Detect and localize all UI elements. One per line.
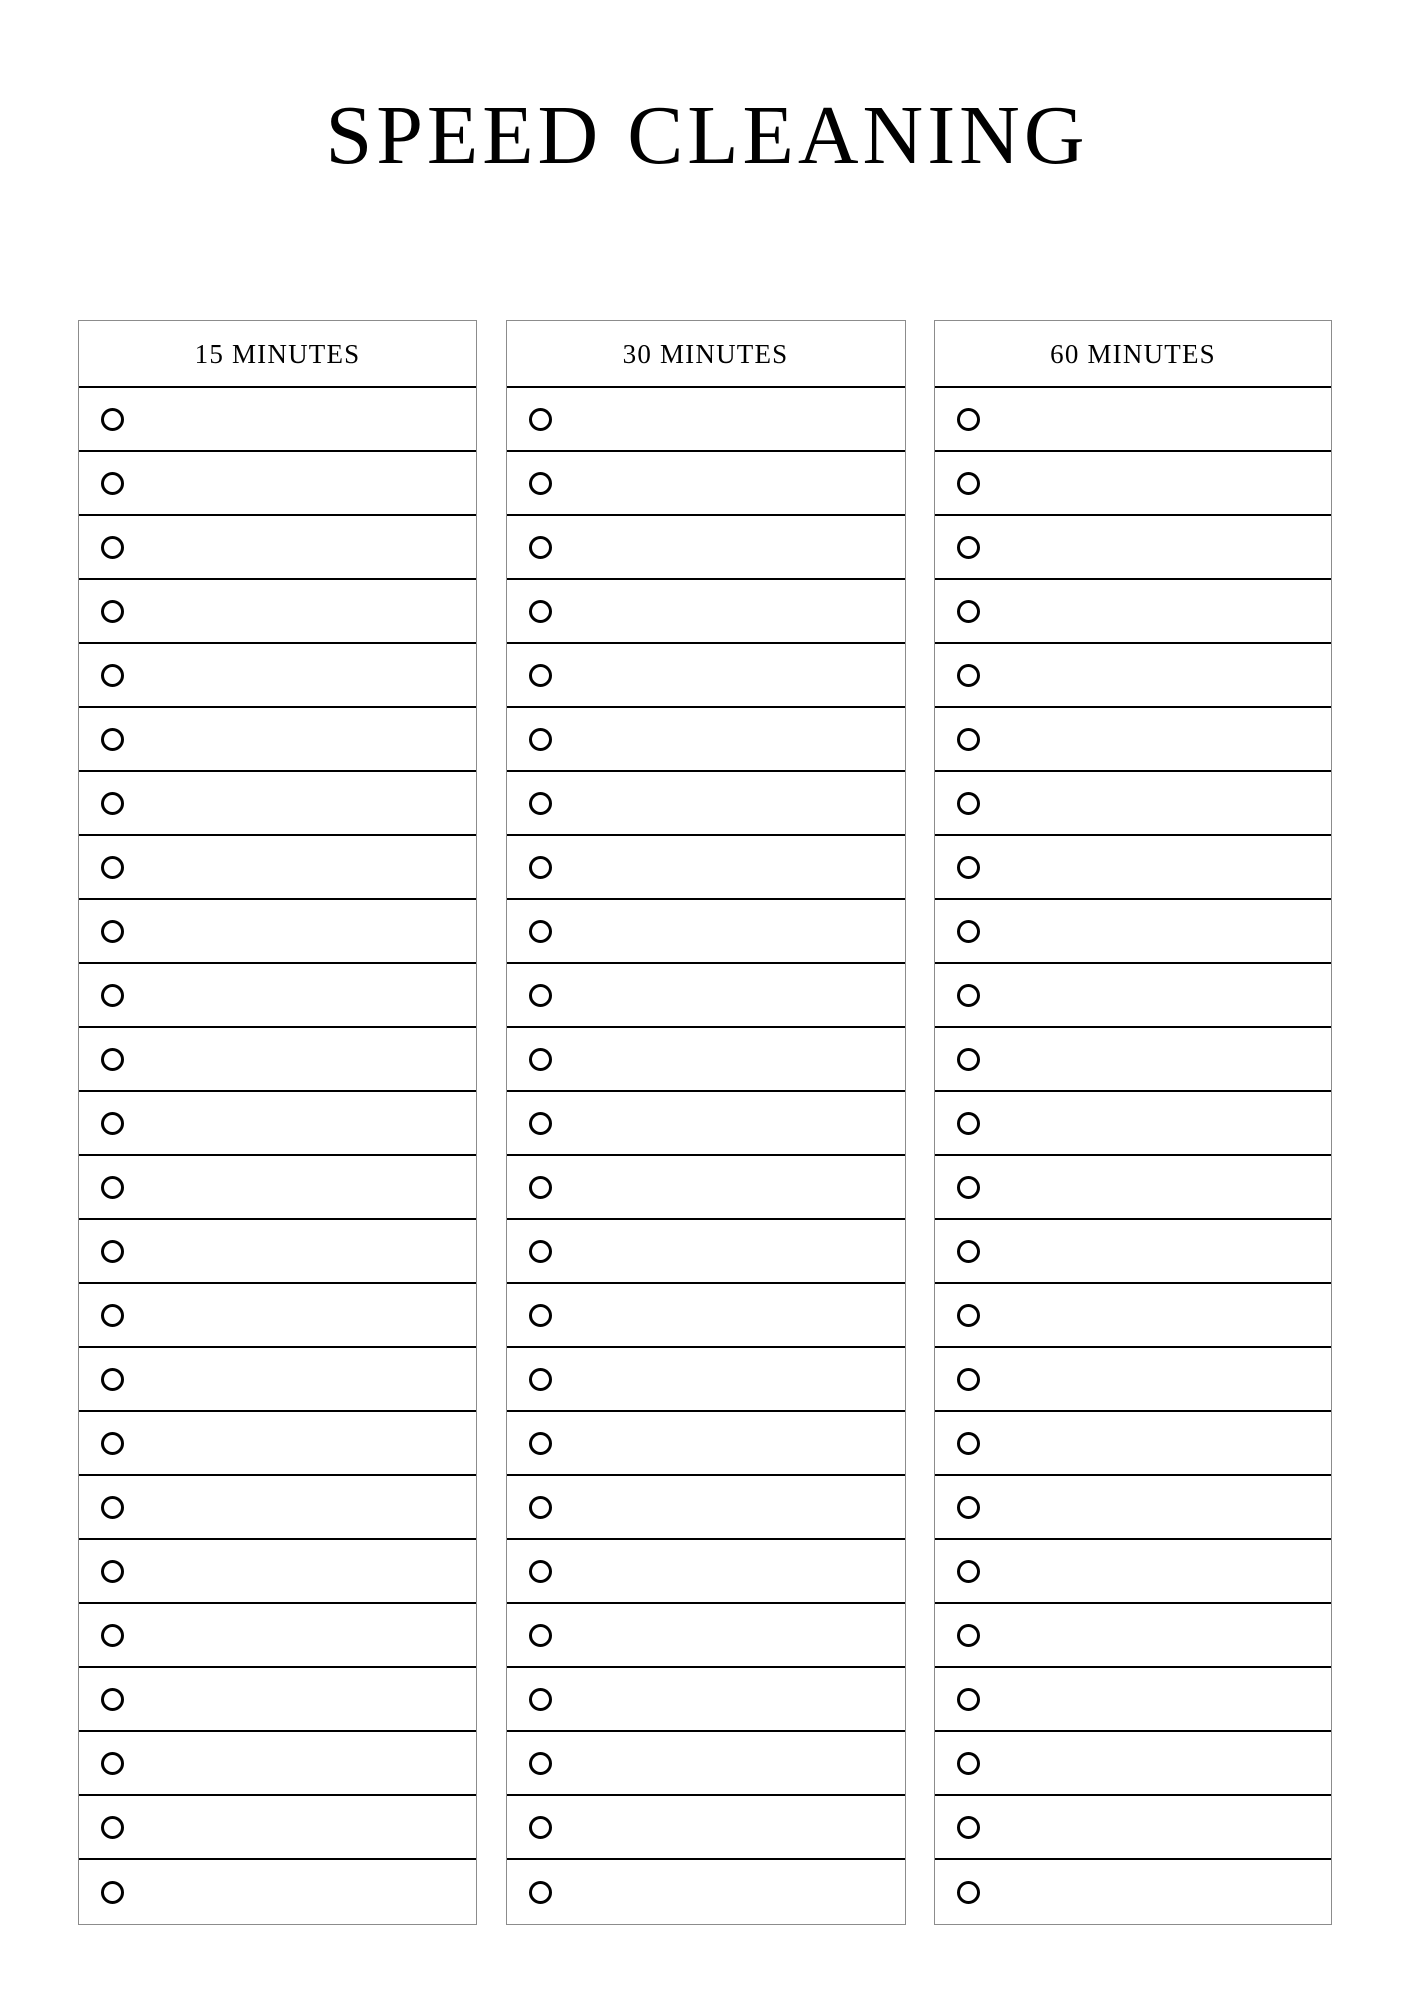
task-text[interactable]: [552, 1732, 905, 1794]
empty-circle-icon[interactable]: [529, 408, 552, 431]
task-text[interactable]: [552, 708, 905, 770]
task-row[interactable]: [507, 900, 905, 964]
empty-circle-icon[interactable]: [529, 1240, 552, 1263]
empty-circle-icon[interactable]: [101, 1816, 124, 1839]
task-text[interactable]: [124, 1476, 476, 1538]
task-text[interactable]: [980, 1156, 1331, 1218]
column-header: [935, 321, 1331, 388]
task-text[interactable]: [980, 1668, 1331, 1730]
empty-circle-icon[interactable]: [957, 1368, 980, 1391]
empty-circle-icon[interactable]: [957, 1240, 980, 1263]
task-text[interactable]: [124, 1604, 476, 1666]
task-text[interactable]: [124, 1092, 476, 1154]
empty-circle-icon[interactable]: [957, 1048, 980, 1071]
task-text[interactable]: [980, 388, 1331, 450]
task-text[interactable]: [980, 1412, 1331, 1474]
task-text[interactable]: [552, 900, 905, 962]
task-row[interactable]: [79, 708, 476, 772]
empty-circle-icon[interactable]: [529, 1048, 552, 1071]
task-text[interactable]: [552, 452, 905, 514]
task-row[interactable]: [79, 1028, 476, 1092]
task-row[interactable]: [79, 1412, 476, 1476]
checklist-columns-container: [78, 320, 1332, 1925]
empty-circle-icon[interactable]: [529, 1881, 552, 1904]
task-row[interactable]: [507, 1796, 905, 1860]
task-text[interactable]: [124, 1732, 476, 1794]
column-header-label: 15 MINUTES: [194, 338, 361, 369]
empty-circle-icon[interactable]: [101, 1432, 124, 1455]
task-row[interactable]: [935, 708, 1331, 772]
task-text[interactable]: [552, 1796, 905, 1858]
empty-circle-icon[interactable]: [957, 792, 980, 815]
empty-circle-icon[interactable]: [957, 1688, 980, 1711]
empty-circle-icon[interactable]: [101, 472, 124, 495]
task-row[interactable]: [935, 1540, 1331, 1604]
task-row[interactable]: [79, 580, 476, 644]
empty-circle-icon[interactable]: [529, 1688, 552, 1711]
empty-circle-icon[interactable]: [957, 920, 980, 943]
task-text[interactable]: [980, 1092, 1331, 1154]
empty-circle-icon[interactable]: [957, 1752, 980, 1775]
task-row[interactable]: [935, 644, 1331, 708]
task-row[interactable]: [507, 1732, 905, 1796]
task-row[interactable]: [935, 964, 1331, 1028]
task-row[interactable]: [507, 1348, 905, 1412]
empty-circle-icon[interactable]: [101, 1881, 124, 1904]
task-text[interactable]: [552, 836, 905, 898]
task-row[interactable]: [507, 452, 905, 516]
task-text[interactable]: [980, 1284, 1331, 1346]
task-row[interactable]: [507, 1668, 905, 1732]
task-text[interactable]: [980, 900, 1331, 962]
task-text[interactable]: [552, 1860, 905, 1924]
task-text[interactable]: [552, 1028, 905, 1090]
empty-circle-icon[interactable]: [957, 1432, 980, 1455]
task-text[interactable]: [124, 1860, 476, 1924]
checklist-column: [934, 320, 1332, 1925]
task-row[interactable]: [507, 1540, 905, 1604]
task-row[interactable]: [507, 1412, 905, 1476]
empty-circle-icon[interactable]: [529, 1816, 552, 1839]
empty-circle-icon[interactable]: [957, 1560, 980, 1583]
task-text[interactable]: [124, 644, 476, 706]
task-text[interactable]: [124, 452, 476, 514]
task-row[interactable]: [507, 1604, 905, 1668]
task-row[interactable]: [935, 900, 1331, 964]
task-row[interactable]: [935, 1156, 1331, 1220]
empty-circle-icon[interactable]: [529, 536, 552, 559]
task-row[interactable]: [935, 1092, 1331, 1156]
task-row[interactable]: [79, 1796, 476, 1860]
task-row[interactable]: [507, 1028, 905, 1092]
empty-circle-icon[interactable]: [101, 728, 124, 751]
task-row[interactable]: [935, 1028, 1331, 1092]
task-text[interactable]: [980, 1540, 1331, 1602]
empty-circle-icon[interactable]: [529, 920, 552, 943]
task-text[interactable]: [552, 1220, 905, 1282]
task-row[interactable]: [79, 1668, 476, 1732]
task-text[interactable]: [980, 836, 1331, 898]
task-row[interactable]: [79, 836, 476, 900]
task-row[interactable]: [935, 516, 1331, 580]
empty-circle-icon[interactable]: [957, 1881, 980, 1904]
empty-circle-icon[interactable]: [529, 1304, 552, 1327]
task-text[interactable]: [552, 1668, 905, 1730]
empty-circle-icon[interactable]: [529, 600, 552, 623]
task-text[interactable]: [980, 452, 1331, 514]
task-row[interactable]: [79, 1540, 476, 1604]
task-text[interactable]: [980, 516, 1331, 578]
empty-circle-icon[interactable]: [957, 856, 980, 879]
empty-circle-icon[interactable]: [957, 1304, 980, 1327]
task-row[interactable]: [79, 1732, 476, 1796]
task-text[interactable]: [552, 1348, 905, 1410]
task-row[interactable]: [935, 1796, 1331, 1860]
empty-circle-icon[interactable]: [529, 856, 552, 879]
task-text[interactable]: [552, 516, 905, 578]
empty-circle-icon[interactable]: [101, 1112, 124, 1135]
task-row[interactable]: [935, 1348, 1331, 1412]
task-text[interactable]: [980, 1732, 1331, 1794]
empty-circle-icon[interactable]: [101, 1624, 124, 1647]
task-row[interactable]: [79, 964, 476, 1028]
task-row[interactable]: [935, 1668, 1331, 1732]
task-row[interactable]: [507, 388, 905, 452]
empty-circle-icon[interactable]: [957, 1816, 980, 1839]
task-row[interactable]: [507, 836, 905, 900]
empty-circle-icon[interactable]: [529, 472, 552, 495]
task-row[interactable]: [935, 772, 1331, 836]
empty-circle-icon[interactable]: [101, 536, 124, 559]
empty-circle-icon[interactable]: [529, 1432, 552, 1455]
task-row[interactable]: [79, 1348, 476, 1412]
task-row[interactable]: [507, 1092, 905, 1156]
empty-circle-icon[interactable]: [101, 1048, 124, 1071]
empty-circle-icon[interactable]: [957, 472, 980, 495]
empty-circle-icon[interactable]: [957, 1624, 980, 1647]
empty-circle-icon[interactable]: [957, 984, 980, 1007]
task-text[interactable]: [124, 1348, 476, 1410]
column-header: [79, 321, 476, 388]
task-text[interactable]: [552, 644, 905, 706]
empty-circle-icon[interactable]: [101, 1304, 124, 1327]
empty-circle-icon[interactable]: [101, 600, 124, 623]
task-row[interactable]: [507, 1220, 905, 1284]
task-text[interactable]: [124, 1796, 476, 1858]
empty-circle-icon[interactable]: [957, 600, 980, 623]
empty-circle-icon[interactable]: [101, 664, 124, 687]
task-row[interactable]: [507, 964, 905, 1028]
empty-circle-icon[interactable]: [529, 664, 552, 687]
empty-circle-icon[interactable]: [101, 856, 124, 879]
task-row[interactable]: [507, 516, 905, 580]
empty-circle-icon[interactable]: [529, 1624, 552, 1647]
task-text[interactable]: [124, 772, 476, 834]
task-row[interactable]: [507, 580, 905, 644]
task-row[interactable]: [79, 1860, 476, 1924]
task-text[interactable]: [124, 836, 476, 898]
task-text[interactable]: [124, 1028, 476, 1090]
empty-circle-icon[interactable]: [101, 1368, 124, 1391]
empty-circle-icon[interactable]: [529, 1368, 552, 1391]
task-text[interactable]: [124, 1668, 476, 1730]
task-text[interactable]: [552, 580, 905, 642]
task-row[interactable]: [79, 1092, 476, 1156]
task-row[interactable]: [935, 580, 1331, 644]
task-row[interactable]: [935, 1860, 1331, 1924]
task-text[interactable]: [980, 1028, 1331, 1090]
task-text[interactable]: [980, 1604, 1331, 1666]
column-header-label: 30 MINUTES: [622, 338, 789, 369]
task-text[interactable]: [124, 516, 476, 578]
task-text[interactable]: [552, 964, 905, 1026]
task-text[interactable]: [980, 1860, 1331, 1924]
task-row[interactable]: [79, 772, 476, 836]
empty-circle-icon[interactable]: [101, 1176, 124, 1199]
empty-circle-icon[interactable]: [529, 1176, 552, 1199]
task-text[interactable]: [552, 1156, 905, 1218]
checklist-column: [78, 320, 477, 1925]
column-header: [507, 321, 905, 388]
empty-circle-icon[interactable]: [101, 1688, 124, 1711]
task-text[interactable]: [124, 708, 476, 770]
task-row[interactable]: [507, 1284, 905, 1348]
task-text[interactable]: [980, 580, 1331, 642]
task-row[interactable]: [935, 1412, 1331, 1476]
empty-circle-icon[interactable]: [957, 664, 980, 687]
empty-circle-icon[interactable]: [529, 792, 552, 815]
task-text[interactable]: [124, 1540, 476, 1602]
task-row[interactable]: [79, 1284, 476, 1348]
task-text[interactable]: [124, 388, 476, 450]
empty-circle-icon[interactable]: [101, 1560, 124, 1583]
empty-circle-icon[interactable]: [101, 408, 124, 431]
task-row[interactable]: [79, 1156, 476, 1220]
task-row[interactable]: [79, 1604, 476, 1668]
task-row[interactable]: [79, 516, 476, 580]
task-row[interactable]: [935, 452, 1331, 516]
empty-circle-icon[interactable]: [957, 1496, 980, 1519]
task-row[interactable]: [507, 1156, 905, 1220]
task-row[interactable]: [79, 1220, 476, 1284]
task-row[interactable]: [79, 1476, 476, 1540]
task-row[interactable]: [79, 388, 476, 452]
column-header-label: 60 MINUTES: [1050, 338, 1216, 369]
task-row[interactable]: [935, 1476, 1331, 1540]
empty-circle-icon[interactable]: [957, 1176, 980, 1199]
empty-circle-icon[interactable]: [529, 984, 552, 1007]
task-text[interactable]: [980, 964, 1331, 1026]
empty-circle-icon[interactable]: [529, 1560, 552, 1583]
task-row[interactable]: [935, 1604, 1331, 1668]
task-row[interactable]: [79, 644, 476, 708]
task-text[interactable]: [552, 1412, 905, 1474]
empty-circle-icon[interactable]: [529, 1752, 552, 1775]
task-row[interactable]: [935, 1732, 1331, 1796]
empty-circle-icon[interactable]: [101, 1240, 124, 1263]
task-text[interactable]: [980, 1348, 1331, 1410]
task-row[interactable]: [935, 388, 1331, 452]
task-text[interactable]: [980, 644, 1331, 706]
task-text[interactable]: [552, 1092, 905, 1154]
task-row[interactable]: [507, 644, 905, 708]
task-text[interactable]: [124, 900, 476, 962]
task-text[interactable]: [552, 1604, 905, 1666]
empty-circle-icon[interactable]: [957, 728, 980, 751]
empty-circle-icon[interactable]: [101, 1752, 124, 1775]
task-text[interactable]: [552, 1540, 905, 1602]
task-text[interactable]: [980, 1220, 1331, 1282]
task-text[interactable]: [552, 1476, 905, 1538]
empty-circle-icon[interactable]: [957, 1112, 980, 1135]
task-text[interactable]: [552, 1284, 905, 1346]
task-text[interactable]: [980, 1476, 1331, 1538]
task-text[interactable]: [552, 772, 905, 834]
task-text[interactable]: [980, 772, 1331, 834]
task-row[interactable]: [79, 452, 476, 516]
empty-circle-icon[interactable]: [529, 1496, 552, 1519]
task-row[interactable]: [507, 1860, 905, 1924]
task-text[interactable]: [980, 1796, 1331, 1858]
empty-circle-icon[interactable]: [101, 984, 124, 1007]
checklist-column: [506, 320, 906, 1925]
task-text[interactable]: [124, 1156, 476, 1218]
task-text[interactable]: [124, 1220, 476, 1282]
task-row[interactable]: [507, 772, 905, 836]
task-row[interactable]: [507, 708, 905, 772]
task-row[interactable]: [79, 900, 476, 964]
empty-circle-icon[interactable]: [101, 792, 124, 815]
task-text[interactable]: [124, 1284, 476, 1346]
empty-circle-icon[interactable]: [529, 728, 552, 751]
task-text[interactable]: [124, 964, 476, 1026]
task-row[interactable]: [935, 836, 1331, 900]
empty-circle-icon[interactable]: [101, 1496, 124, 1519]
task-text[interactable]: [124, 1412, 476, 1474]
empty-circle-icon[interactable]: [529, 1112, 552, 1135]
task-row[interactable]: [935, 1220, 1331, 1284]
task-row[interactable]: [507, 1476, 905, 1540]
empty-circle-icon[interactable]: [957, 536, 980, 559]
task-text[interactable]: [124, 580, 476, 642]
empty-circle-icon[interactable]: [957, 408, 980, 431]
empty-circle-icon[interactable]: [101, 920, 124, 943]
task-row[interactable]: [935, 1284, 1331, 1348]
task-text[interactable]: [552, 388, 905, 450]
task-text[interactable]: [980, 708, 1331, 770]
page-title: SPEED CLEANING: [325, 89, 1089, 182]
